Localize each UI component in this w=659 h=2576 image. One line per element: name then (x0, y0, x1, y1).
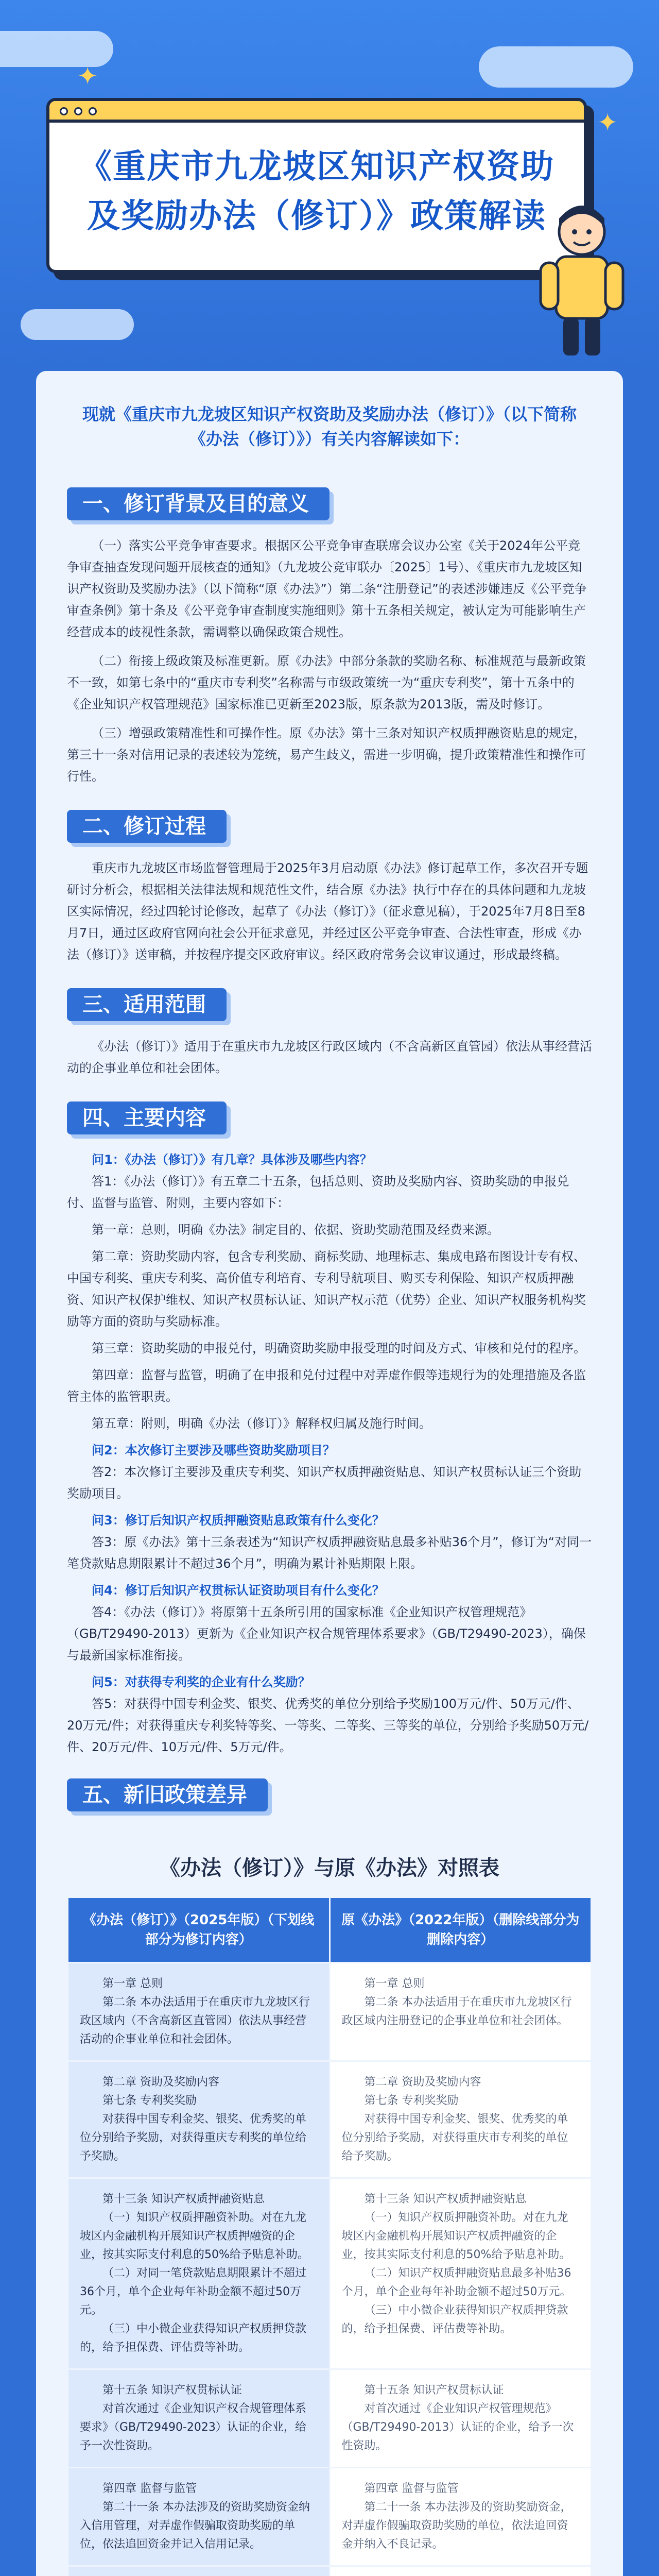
table-cell-new (68, 1963, 330, 2061)
table-cell-line: 第二条 本办法适用于在重庆市九龙坡区行政区域内注册登记的企事业单位和社会团体。 (341, 1996, 572, 2027)
title-box-bar (49, 101, 584, 123)
qa-question: 问2：本次修订主要涉及哪些资助奖励项目？ (92, 1443, 335, 1458)
table-cell-old (330, 2468, 592, 2566)
table-cell-line: 对获得中国专利金奖、银奖、优秀奖的单位分别给予奖励，对获得重庆专利奖的单位给予奖励。 (80, 2113, 307, 2163)
table-cell-line: 第一章 总则 (102, 1977, 163, 1990)
table-cell-line: 第二章 资助及奖励内容 (102, 2076, 219, 2089)
person-illustration-icon (520, 196, 644, 361)
qa-answer: 答1：《办法（修订）》有五章二十五条，包括总则、资助及奖励内容、资助奖励的申报兑付、监督与监管、附则，主要内容如下： (67, 1174, 569, 1210)
table-cell-line: （二）对同一笔贷款贴息期限累计不超过36个月，单个企业每年补助金额不超过50万元。 (80, 2267, 307, 2317)
section-paragraph: 重庆市九龙坡区市场监督管理局于2025年3月启动原《办法》修订起草工作，多次召开专题研讨分析会，根据相关法律法规和规范性文件，结合原《办法》执行中存在的具体问题和九龙坡区实际情况，经过四轮讨论修改，起草了《办法（修订）》（征求意见稿），于2025年7月8日至8月7日，通过区政府官网向社会公开征求意见，并经过区公平竞争审查、合法性审查，形成《办法（修订）》送审稿，并按程序提交区政府审议。经区政府常务会议审议通过，形成最终稿。 (67, 861, 588, 962)
qa-answer: 答3：原《办法》第十三条表述为“知识产权质押融资贴息最多补贴36个月”，修订为“对同一笔贷款贴息期限累计不超过36个月”，明确为累计补贴期限上限。 (67, 1535, 592, 1571)
table-cell-old (330, 1963, 592, 2061)
table-cell-line: 第十三条 知识产权质押融资贴息 (364, 2193, 527, 2206)
table-cell-line: 第二条 本办法适用于在重庆市九龙坡区行政区域内（不含高新区直管园）依法从事经营活动的企事业单位和社会团体。 (80, 1996, 310, 2046)
section-heading: 二、修订过程 (67, 810, 227, 843)
qa-question: 问4：修订后知识产权贯标认证资助项目有什么变化？ (92, 1583, 385, 1598)
table-cell-line: 对首次通过《企业知识产权管理规范》（GB/T29490-2013）认证的企业，给予一次性资助。 (341, 2402, 574, 2452)
qa-answer: 答2：本次修订主要涉及重庆专利奖、知识产权质押融资贴息、知识产权贯标认证三个资助奖励项目。 (67, 1465, 582, 1501)
qa-answer: 第一章：总则，明确《办法》制定目的、依据、资助奖励范围及经费来源。 (92, 1223, 499, 1237)
comparison-table (67, 1896, 592, 2576)
cloud-decoration (21, 309, 134, 340)
table-cell-new (68, 2369, 330, 2468)
table-row (68, 1963, 592, 2061)
intro-text: 现就《重庆市九龙坡区知识产权资助及奖励办法（修订）》（以下简称《办法（修订）》）有关内容解读如下： (82, 404, 577, 449)
table-row (68, 2566, 592, 2576)
section-heading: 五、新旧政策差异 (67, 1778, 268, 1811)
table-cell-line: （二）知识产权质押融资贴息最多补贴36个月，单个企业每年补助金额不超过50万元。 (341, 2267, 571, 2298)
qa-answer: 答5：对获得中国专利金奖、银奖、优秀奖的单位分别给予奖励100万元/件、50万元/件、20万元/件；对获得重庆专利奖特等奖、一等奖、二等奖、三等奖的单位，分别给予奖励50万元/件、20万元/件、10万元/件、5万元/件。 (67, 1697, 589, 1754)
table-cell-old (330, 2369, 592, 2468)
star-icon: ✦ (77, 62, 98, 91)
table-cell-new (68, 2468, 330, 2566)
window-dot-icon (89, 107, 97, 115)
table-cell-line: （三）中小微企业获得知识产权质押贷款的，给予担保费、评估费等补助。 (80, 2323, 307, 2354)
table-title: 《办法（修订）》与原《办法》对照表 (160, 1856, 499, 1880)
table-cell-line: 第十三条 知识产权质押融资贴息 (102, 2193, 265, 2206)
table-cell-line: （三）中小微企业获得知识产权质押贷款的，给予担保费、评估费等补助。 (341, 2304, 568, 2335)
qa-question: 问5：对获得专利奖的企业有什么奖励？ (92, 1675, 310, 1689)
qa-answer: 第五章：附则，明确《办法（修订）》解释权归属及施行时间。 (92, 1416, 431, 1431)
table-cell-line: 第二章 资助及奖励内容 (364, 2076, 481, 2089)
table-cell-line: 对获得中国专利金奖、银奖、优秀奖的单位分别给予奖励，对获得重庆市专利奖的单位给予奖励。 (341, 2113, 568, 2163)
qa-answer: 答4：《办法（修订）》将原第十五条所引用的国家标准《企业知识产权管理规范》（GB/T29490-2013）更新为《企业知识产权合规管理体系要求》（GB/T29490-2023），确保与最新国家标准衔接。 (67, 1605, 586, 1663)
hero-banner (0, 0, 659, 371)
table-cell-line: 第七条 专利奖奖励 (364, 2094, 459, 2107)
window-dot-icon (74, 107, 82, 115)
table-row (68, 2468, 592, 2566)
table-cell-line: 第一章 总则 (364, 1977, 425, 1990)
table-row (68, 2061, 592, 2178)
section-heading: 四、主要内容 (67, 1101, 227, 1134)
table-cell-line: 第七条 专利奖奖励 (102, 2094, 197, 2107)
qa-list (67, 1149, 592, 1758)
table-cell-line: 对首次通过《企业知识产权合规管理体系要求》（GB/T29490-2023）认证的企业，给予一次性资助。 (80, 2402, 307, 2452)
cloud-decoration (479, 46, 633, 88)
qa-answer: 第二章：资助奖励内容，包含专利奖励、商标奖励、地理标志、集成电路布图设计专有权、中国专利奖、重庆专利奖、高价值专利培育、专利导航项目、购买专利保险、知识产权质押融资、知识产权保护维权、知识产权贯标认证、知识产权示范（优势）企业、知识产权服务机构奖励等方面的资助与奖励标准。 (67, 1249, 586, 1329)
table-cell-line: 第四章 监督与监管 (364, 2482, 459, 2495)
table-cell-line: 第四章 监督与监管 (102, 2482, 197, 2495)
table-header-new: 《办法（修订）》（2025年版）（下划线部分为修订内容） (68, 1897, 330, 1963)
qa-answer: 第三章：资助奖励的申报兑付，明确资助奖励申报受理的时间及方式、审核和兑付的程序。 (92, 1341, 586, 1355)
table-header-row (68, 1897, 592, 1963)
window-dot-icon (60, 107, 68, 115)
table-cell-line: 第二十一条 本办法涉及的资助奖励资金，对弄虚作假骗取资助奖励的单位，依法追回资金并纳入不良记录。 (341, 2501, 572, 2551)
table-body (68, 1963, 592, 2576)
table-cell-new (68, 2061, 330, 2178)
table-cell-old (330, 2566, 592, 2576)
qa-question: 问3：修订后知识产权质押融资贴息政策有什么变化？ (92, 1513, 385, 1528)
table-cell-old (330, 2178, 592, 2369)
section-paragraph: 《办法（修订）》适用于在重庆市九龙坡区行政区域内（不含高新区直管园）依法从事经营活动的企事业单位和社会团体。 (67, 1039, 592, 1075)
table-cell-line: 第二十一条 本办法涉及的资助奖励资金纳入信用管理，对弄虚作假骗取资助奖励的单位，依法追回资金并记入信用记录。 (80, 2501, 310, 2551)
table-header-old: 原《办法》（2022年版）（删除线部分为删除内容） (330, 1897, 592, 1963)
title-box (46, 98, 587, 273)
qa-question: 问1：《办法（修订）》有几章？具体涉及哪些内容？ (92, 1153, 372, 1167)
qa-answer: 第四章：监督与监管，明确了在申报和兑付过程中对弄虚作假等违规行为的处理措施及各监管主体的监管职责。 (67, 1368, 586, 1404)
section-heading: 三、适用范围 (67, 988, 227, 1021)
table-cell-line: （一）知识产权质押融资补助。对在九龙坡区内金融机构开展知识产权质押融资的企业，按其实际支付利息的50%给予贴息补助。 (341, 2211, 571, 2261)
table-cell-new (68, 2566, 330, 2576)
star-icon: ✦ (597, 108, 618, 137)
table-cell-line: （一）知识产权质押融资补助。对在九龙坡区内金融机构开展知识产权质押融资的企业，按其实际支付利息的50%给予贴息补助。 (80, 2211, 309, 2261)
table-cell-old (330, 2061, 592, 2178)
content-card (36, 371, 623, 2576)
table-row (68, 2369, 592, 2468)
section-paragraph: （三）增强政策精准性和可操作性。原《办法》第十三条对知识产权质押融资贴息的规定，第三十一条对信用记录的表述较为笼统，易产生歧义，需进一步明确，提升政策精准性和操作可行性。 (67, 726, 586, 784)
section-paragraph: （二）衔接上级政策及标准更新。原《办法》中部分条款的奖励名称、标准规范与最新政策不一致，如第七条中的“重庆市专利奖”名称需与市级政策统一为“重庆专利奖”，第十五条中的《企业知识产权管理规范》国家标准已更新至2023版，原条款为2013版，需及时修订。 (67, 654, 586, 711)
table-cell-new (68, 2178, 330, 2369)
section-paragraph: （一）落实公平竞争审查要求。根据区公平竞争审查联席会议办公室《关于2024年公平竞争审查抽查发现问题开展核查的通知》（九龙坡公竞审联办〔2025〕1号）、《重庆市九龙坡区知识产权资助及奖励办法》（以下简称“原《办法》”）第二条“注册登记”的表述涉嫌违反《公平竞争审查条例》第十条及《公平竞争审查制度实施细则》第十五条相关规定，被认定为可能影响生产经营成本的歧视性条款，需调整以确保政策合规性。 (67, 538, 587, 639)
section-heading: 一、修订背景及目的意义 (67, 487, 330, 520)
page-title: 《重庆市九龙坡区知识产权资助及奖励办法（修订）》政策解读 (79, 148, 554, 235)
table-cell-line: 第十五条 知识产权贯标认证 (102, 2384, 242, 2397)
table-row (68, 2178, 592, 2369)
table-cell-line: 第十五条 知识产权贯标认证 (364, 2384, 504, 2397)
